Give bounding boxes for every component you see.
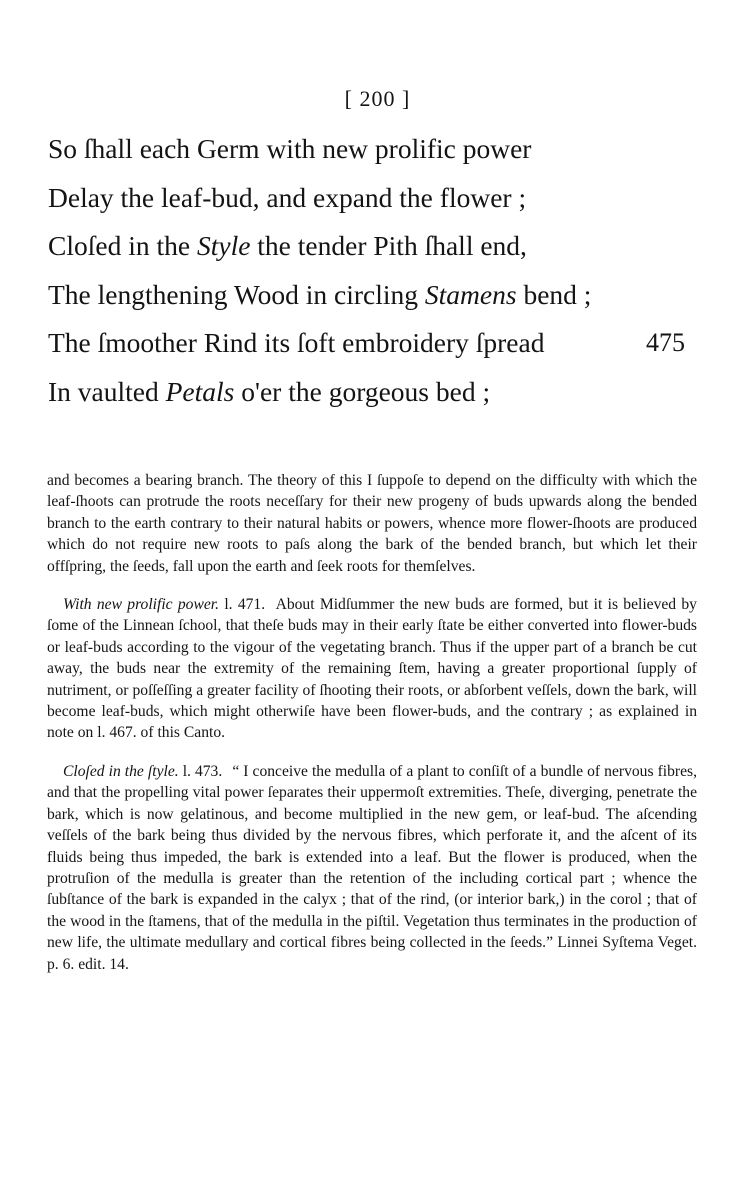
note-body: and becomes a bearing branch. The theory of this I ſuppoſe to depend on the difficulty with which the leaf-ſhoots can protrude the roots neceſſary for their new progeny of buds upwards along the bended branch to the earth contrary to their natural habits or powers, whence more flower-ſhoots are produced which do not require new roots to paſs along the bark of the bended branch, but which let their offſpring, the ſeeds, fall upon the earth and ſeek roots for themſelves. [47,472,697,575]
verse-line [48,322,728,371]
verse-line-text: Delay the leaf-bud, and expand the flower ; [48,181,527,213]
note-body: “ I conceive the medulla of a plant to conſiſt of a bundle of nervous fibres, and that the propelling vital power ſeparates their uppermoſt extremities. Theſe, diverging, penetrate the bark, which is now gelatinous, and become multiplied in the new gem, or leaf-bud. The aſcending veſſels of the bark being thus divided by the nervous fibres, which perforate it, and the aſcent of its fluids being thus impeded, the bark is extended into a leaf. But the flower is produced, when the protruſion of the medulla is greater than the retention of the including cortical part ; whence the ſubſtance of the bark is expanded in the calyx ; that of the rind, (or interior bark,) in the corol ; that of the wood in the ſtamens, that of the medulla in the piſtil. Vegetation thus terminates in the production of new life, the ultimate medullary and cortical fibres being collected in the ſeeds.” Linnei Syſtema Veget. p. 6. edit. 14. [47,762,697,973]
italic-term: Stamens [424,278,517,310]
verse-line-text: In vaulted Petals o'er the gorgeous bed ; [48,375,491,407]
page-number: [ 200 ] [344,86,411,111]
note-line-reference: l. 471. [224,596,266,614]
verse-line [48,128,728,177]
verse-line-text: Cloſed in the Style the tender Pith ſhall end, [48,230,527,261]
verse-block [48,128,728,419]
verse-line-text: So ſhall each Germ with new prolific power [48,133,532,164]
italic-term: Style [196,230,251,261]
verse-line [48,225,728,274]
italic-term: Petals [165,375,235,407]
verse-line [48,274,728,323]
note-paragraph [47,761,697,975]
line-number: 475 [646,328,685,357]
verse-line [48,177,728,226]
note-paragraph [47,470,697,577]
note-heading: Cloſed in the ſtyle. [63,762,179,780]
verse-line-text: The lengthening Wood in circling Stamens bend ; [48,278,592,310]
footnotes [47,470,697,992]
note-paragraph [47,594,697,744]
verse-line [48,371,728,420]
note-heading: With new prolific power. [63,596,220,614]
note-body: About Midſummer the new buds are formed, but it is believed by ſome of the Linnean ſchool, that theſe buds may in their early ſtate be either converted into flower-buds or leaf-buds according to the vigour of the vegetating branch. Thus if the upper part of a branch be cut away, the buds near the extremity of the remaining ſtem, having a greater proportional ſupply of nutriment, or poſſeſſing a greater facility of ſhooting their roots, or abſorbent veſſels, down the bark, will become leaf-buds, which might otherwiſe have been flower-buds, and the contrary ; as explained in note on l. 467. of this Canto. [47,596,697,742]
verse-line-text: The ſmoother Rind its ſoft embroidery ſpread [48,327,545,358]
note-line-reference: l. 473. [182,762,223,780]
